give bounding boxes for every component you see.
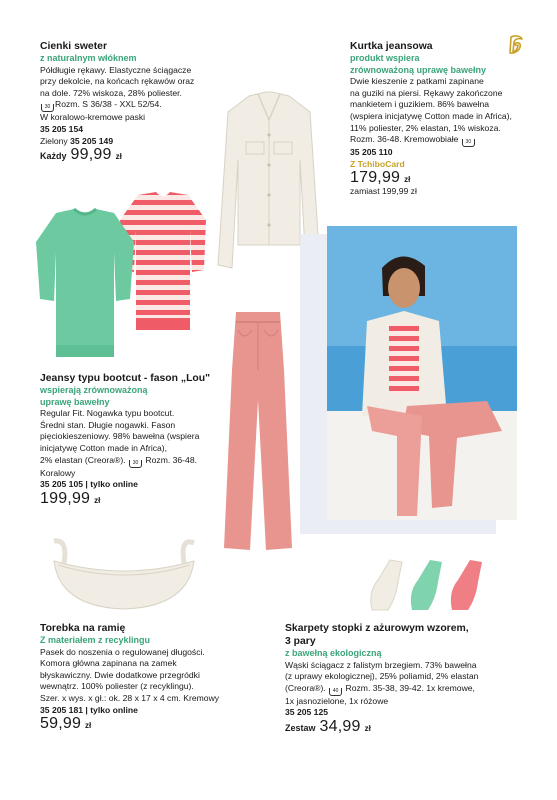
jeans-description: Regular Fit. Nogawka typu bootcut. Średni stan. Długie nogawki. Fason pięciokieszeniowy. 98% bawełna (wspiera inicjatywę Cotton made in Africa), bbox=[40, 408, 200, 453]
bag-text bbox=[40, 622, 280, 732]
jeans-online: | tylko online bbox=[85, 479, 138, 490]
jacket-subtitle2: zrównoważoną uprawę bawełny bbox=[350, 64, 487, 75]
jacket-title: Kurtka jeansowa bbox=[350, 41, 433, 52]
sweater-price-label: Każdy bbox=[40, 151, 67, 162]
sweater-subtitle: z naturalnym włóknem bbox=[40, 53, 137, 63]
jeans-sizes: Rozm. 36-48. bbox=[145, 454, 197, 465]
jacket-price-row bbox=[350, 169, 550, 187]
jeans-currency: zł bbox=[94, 495, 101, 505]
tchibocard-label: Z TchiboCard bbox=[350, 158, 405, 169]
sweater-price: 99,99 bbox=[70, 146, 112, 164]
socks-sizes: Rozm. 35-38, 39-42. 1x kremowe, bbox=[345, 682, 475, 693]
bag-code: 35 205 181 bbox=[40, 704, 84, 715]
jacket-sizes: Rozm. 36-48. Kremowobiałe bbox=[350, 134, 459, 145]
sweater-sizes: Rozm. S 36/38 - XXL 52/54. bbox=[55, 99, 162, 110]
socks-text bbox=[285, 622, 547, 735]
jeans-description2: 2% elastan (Creora®). bbox=[40, 454, 126, 465]
socks-currency: zł bbox=[364, 723, 371, 733]
socks-description: Wąski ściągacz z falistym brzegiem. 73% bawełna (z uprawy ekologicznej), 25% poliamid, 2% elastan bbox=[285, 659, 479, 682]
shoulder-bag-image bbox=[48, 533, 200, 611]
jeans-subtitle: wspierają zrównoważoną uprawę bawełny bbox=[40, 385, 148, 407]
socks-colors: 1x jasnozielone, 1x różowe bbox=[285, 695, 389, 706]
sweater-title: Cienki sweter bbox=[40, 41, 107, 52]
socks-price-row bbox=[285, 717, 547, 735]
jeans-price-row bbox=[40, 489, 280, 507]
model-photo bbox=[327, 226, 517, 520]
bag-price: 59,99 bbox=[40, 715, 82, 733]
socks-subtitle: z bawełną ekologiczną bbox=[285, 648, 382, 658]
jacket-price: 179,99 bbox=[350, 169, 401, 187]
jeans-color: Koralowy bbox=[40, 467, 76, 478]
sweater-code2: 35 205 149 bbox=[70, 135, 114, 146]
jacket-code: 35 205 110 bbox=[350, 147, 393, 158]
sweater-variant1: W koralowo-kremowe paski bbox=[40, 112, 146, 123]
sweater-variant2: Zielony bbox=[40, 135, 68, 146]
socks-description2: (Creora®). bbox=[285, 682, 326, 693]
socks-price: 34,99 bbox=[319, 717, 361, 735]
bag-subtitle: Z materiałem z recyklingu bbox=[40, 635, 151, 645]
bag-price-row bbox=[40, 715, 280, 733]
sweater-currency: zł bbox=[115, 152, 122, 162]
jacket-old-price: zamiast 199,99 zł bbox=[350, 185, 417, 196]
socks-code: 35 205 125 bbox=[285, 707, 329, 718]
jeans-text bbox=[40, 372, 280, 506]
washing-icon: 30 bbox=[41, 104, 54, 112]
jacket-description: Dwie kieszenie z patkami zapinane na guziki na piersi. Rękawy zakończone mankietem i guzikiem. 86% bawełna (wspiera inicjatywę Cotton made in Africa), 11% poliester, 2% elastan, 1% wiskoza. bbox=[350, 76, 512, 133]
jacket-text bbox=[350, 40, 550, 198]
jacket-subtitle1: produkt wspiera bbox=[350, 53, 420, 63]
washing-icon: 40 bbox=[329, 688, 342, 696]
jeans-title: Jeansy typu bootcut - fason „Lou" bbox=[40, 373, 211, 384]
bag-title: Torebka na ramię bbox=[40, 623, 126, 634]
jeans-code: 35 205 105 bbox=[40, 479, 84, 490]
jeans-price: 199,99 bbox=[40, 489, 91, 507]
green-sweater-image bbox=[34, 207, 136, 362]
bag-description: Pasek do noszenia o regulowanej długości. Komora główna zapinana na zamek błyskawiczny. Dwie dodatkowe przegródki wewnątrz. 100% poliester (z recyklingu). Szer. x wys. x gł.: ok. 28 x 17 x 4 cm. Kremowy bbox=[40, 646, 220, 703]
washing-icon: 30 bbox=[462, 139, 475, 147]
washing-icon: 30 bbox=[129, 460, 142, 468]
jacket-currency: zł bbox=[404, 175, 411, 185]
socks-price-label: Zestaw bbox=[285, 722, 316, 733]
sweater-code1: 35 205 154 bbox=[40, 123, 84, 134]
sweater-description: Półdługie rękawy. Elastyczne ściągacze przy dekolcie, na końcach rękawów oraz na dole. 72% wiskoza, 28% poliester. bbox=[40, 64, 195, 98]
bag-online: | tylko online bbox=[85, 704, 138, 715]
socks-title: Skarpety stopki z ażurowym wzorem, 3 pary bbox=[285, 623, 469, 647]
socks-image bbox=[368, 552, 493, 614]
bag-currency: zł bbox=[85, 721, 92, 731]
